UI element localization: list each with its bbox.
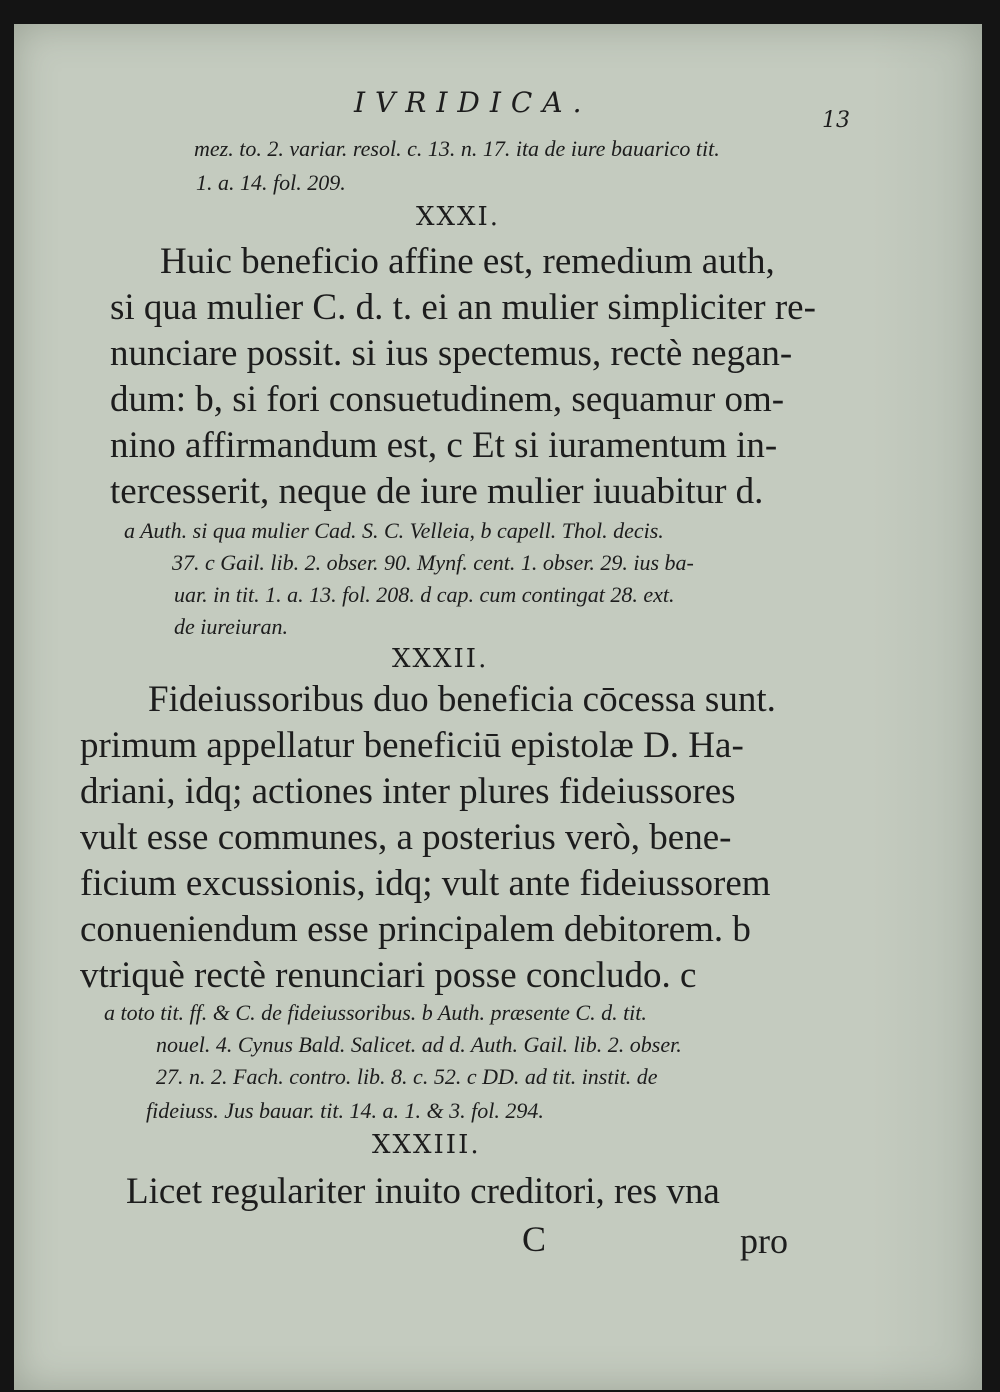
footnote-line: de iureiuran. bbox=[174, 614, 289, 639]
footnote-line: 27. n. 2. Fach. contro. lib. 8. c. 52. c DD. ad tit. instit. de bbox=[156, 1064, 658, 1089]
body-line: nino affirmandum est, c Et si iuramentum in- bbox=[110, 425, 778, 466]
body-line: Huic beneficio affine est, remedium auth, bbox=[160, 241, 775, 282]
footnote-line: uar. in tit. 1. a. 13. fol. 208. d cap. cum contingat 28. ext. bbox=[174, 582, 675, 607]
body-line: primum appellatur beneficiū epistolæ D. Ha- bbox=[80, 725, 744, 766]
body-line: conueniendum esse principalem debitorem. b bbox=[80, 909, 751, 950]
body-line: nunciare possit. si ius spectemus, rectè negan- bbox=[110, 333, 793, 374]
footnote-line: nouel. 4. Cynus Bald. Salicet. ad d. Auth. Gail. lib. 2. obser. bbox=[156, 1032, 682, 1057]
running-header: IVRIDICA. bbox=[354, 86, 592, 119]
body-line: si qua mulier C. d. t. ei an mulier simpliciter re- bbox=[110, 287, 816, 328]
page-number: 13 bbox=[822, 108, 850, 133]
catchword: pro bbox=[740, 1221, 788, 1261]
footnote-line: fideiuss. Jus bauar. tit. 14. a. 1. & 3. fol. 294. bbox=[146, 1098, 544, 1123]
body-line: Fideiussoribus duo beneficia cōcessa sunt. bbox=[148, 679, 776, 720]
body-line: vult esse communes, a posterius verò, bene- bbox=[80, 817, 732, 858]
section-heading: XXXIII. bbox=[372, 1130, 481, 1160]
page-edge-shade bbox=[872, 24, 982, 1390]
book-page bbox=[14, 24, 982, 1390]
footnote-line: a toto tit. ff. & C. de fideiussoribus. b Auth. præsente C. d. tit. bbox=[104, 1000, 647, 1025]
body-line: tercesserit, neque de iure mulier iuuabitur d. bbox=[110, 471, 764, 512]
footnote-line: 37. c Gail. lib. 2. obser. 90. Mynf. cent. 1. obser. 29. ius ba- bbox=[172, 550, 694, 575]
body-line: ficium excussionis, idq; vult ante fideiussorem bbox=[80, 863, 771, 904]
section-heading: XXXII. bbox=[392, 644, 489, 674]
body-line: dum: b, si fori consuetudinem, sequamur om- bbox=[110, 379, 785, 420]
body-line: Licet regulariter inuito creditori, res vna bbox=[126, 1171, 720, 1212]
signature-mark: C bbox=[522, 1219, 547, 1259]
footnote-line: 1. a. 14. fol. 209. bbox=[196, 170, 346, 195]
body-line: driani, idq; actiones inter plures fideiussores bbox=[80, 771, 736, 812]
body-line: vtriquè rectè renunciari posse concludo. c bbox=[80, 955, 697, 996]
section-heading: XXXI. bbox=[416, 202, 501, 232]
footnote-line: a Auth. si qua mulier Cad. S. C. Velleia, b capell. Thol. decis. bbox=[124, 518, 664, 543]
footnote-line: mez. to. 2. variar. resol. c. 13. n. 17. ita de iure bauarico tit. bbox=[194, 136, 720, 161]
